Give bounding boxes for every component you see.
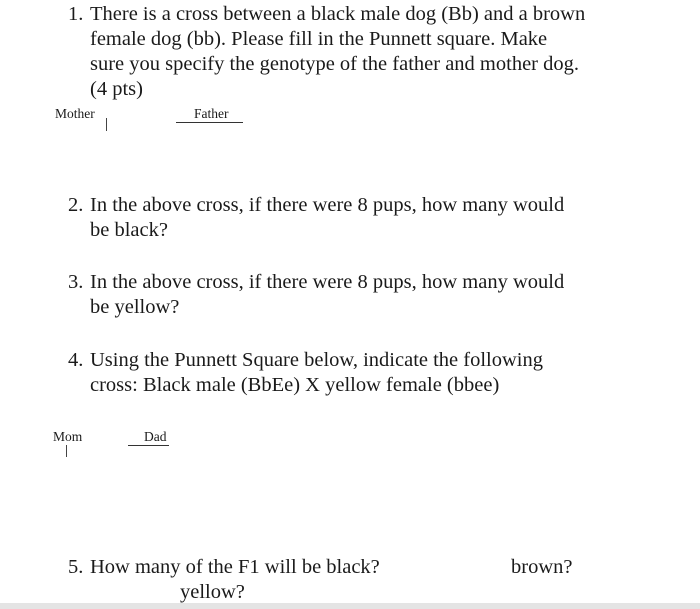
- question-2: [68, 193, 688, 245]
- question-2-number: 2.: [68, 194, 84, 216]
- question-1-line-2: female dog (bb). Please fill in the Punnett square. Make: [90, 28, 548, 50]
- question-1-line-3: sure you specify the genotype of the father and mother dog.: [90, 53, 579, 75]
- question-3-line-1: In the above cross, if there were 8 pups, how many would: [90, 271, 565, 293]
- question-5-number: 5.: [68, 556, 84, 578]
- question-5-line-1: How many of the F1 will be black?: [90, 556, 380, 578]
- question-1-line-4: (4 pts): [90, 78, 143, 100]
- question-3: [68, 270, 688, 322]
- question-1-number: 1.: [68, 3, 84, 25]
- question-5-brown: brown?: [511, 556, 573, 578]
- question-3-number: 3.: [68, 271, 84, 293]
- dad-label: Dad: [128, 429, 169, 446]
- mom-tick: [66, 445, 67, 457]
- bottom-edge: [0, 603, 700, 609]
- question-1: [68, 2, 688, 104]
- question-4-number: 4.: [68, 349, 84, 371]
- mother-label: Mother: [55, 106, 95, 121]
- mother-tick: [106, 118, 107, 131]
- question-5-yellow: yellow?: [180, 581, 245, 603]
- question-4-line-1: Using the Punnett Square below, indicate the following: [90, 349, 544, 371]
- question-1-line-1: There is a cross between a black male dog (Bb) and a brown: [90, 3, 586, 25]
- question-4-line-2: cross: Black male (BbEe) X yellow female (bbee): [90, 374, 500, 396]
- question-3-line-2: be yellow?: [90, 296, 180, 318]
- mom-label: Mom: [53, 429, 83, 444]
- question-2-line-1: In the above cross, if there were 8 pups, how many would: [90, 194, 565, 216]
- question-5: [68, 555, 688, 607]
- question-4: [68, 348, 688, 400]
- father-label: Father: [176, 106, 243, 123]
- question-2-line-2: be black?: [90, 219, 168, 241]
